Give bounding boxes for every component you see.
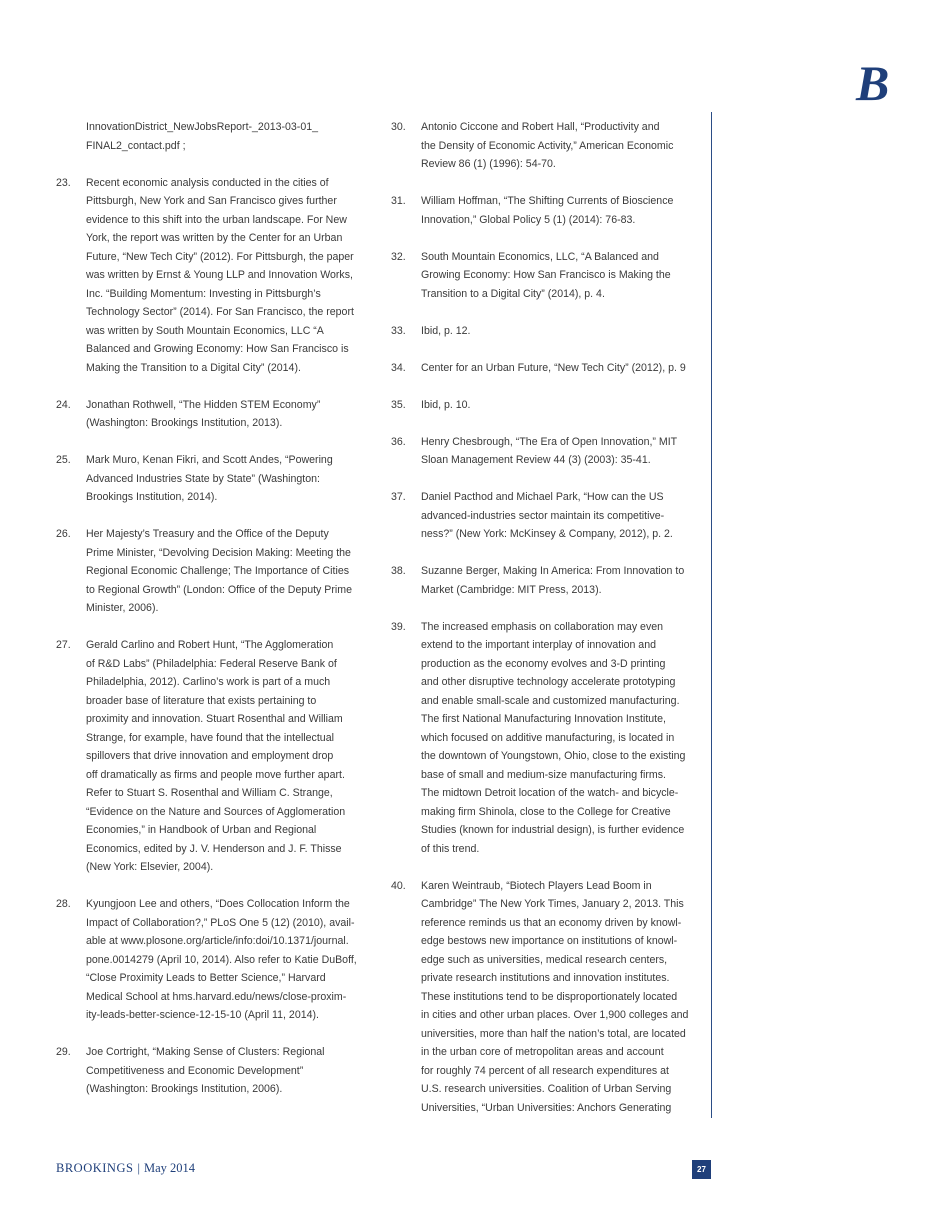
endnote-text bbox=[421, 396, 703, 415]
note-line: Gerald Carlino and Robert Hunt, “The Agglomeration bbox=[86, 639, 334, 651]
note-line: Advanced Industries State by State” (Washington: bbox=[86, 472, 320, 485]
endnote-number: 32. bbox=[391, 250, 406, 263]
note-line: Joe Cortright, “Making Sense of Clusters: Regional bbox=[86, 1046, 325, 1058]
note-line: in the urban core of metropolitan areas and account bbox=[421, 1046, 664, 1058]
endnote-30 bbox=[391, 118, 703, 174]
note-line: Innovation,” Global Policy 5 (1) (2014): 76-83. bbox=[421, 213, 636, 226]
note-line: reference reminds us that an economy driven by knowl- bbox=[421, 916, 682, 929]
note-line: evidence to this shift into the urban landscape. For New bbox=[86, 213, 347, 226]
note-line: ity-leads-better-science-12-15-10 (April 11, 2014). bbox=[86, 1009, 319, 1021]
endnote-number: 31. bbox=[391, 195, 406, 207]
note-line: William Hoffman, “The Shifting Currents of Bioscience bbox=[421, 195, 674, 207]
note-line: Jonathan Rothwell, “The Hidden STEM Economy” bbox=[86, 398, 321, 411]
note-line: Inc. “Building Momentum: Investing in Pittsburgh’s bbox=[86, 287, 321, 300]
note-line: Cambridge” The New York Times, January 2, 2013. This bbox=[421, 898, 684, 910]
note-line: Growing Economy: How San Francisco is Making the bbox=[421, 269, 671, 281]
endnote-39 bbox=[391, 618, 703, 859]
note-line: in cities and other urban places. Over 1,900 colleges and bbox=[421, 1009, 689, 1021]
note-line: Prime Minister, “Devolving Decision Making: Meeting the bbox=[86, 546, 351, 559]
note-line: Brookings Institution, 2014). bbox=[86, 491, 218, 503]
endnote-text bbox=[421, 488, 703, 544]
note-line: Balanced and Growing Economy: How San Francisco is bbox=[86, 343, 349, 355]
endnote-number: 29. bbox=[56, 1046, 71, 1058]
endnote-35 bbox=[391, 396, 703, 415]
note-line: Daniel Pacthod and Michael Park, “How can the US bbox=[421, 491, 664, 503]
note-line: Her Majesty’s Treasury and the Office of the Deputy bbox=[86, 528, 329, 540]
note-line: the downtown of Youngstown, Ohio, close to the existing bbox=[421, 750, 686, 762]
endnote-37 bbox=[391, 488, 703, 544]
note-line: Refer to Stuart S. Rosenthal and William C. Strange, bbox=[86, 787, 333, 799]
endnote-text bbox=[421, 192, 703, 229]
endnote-number: 24. bbox=[56, 398, 71, 411]
endnote-31 bbox=[391, 192, 703, 229]
note-line: Transition to a Digital City” (2014), p. 4. bbox=[421, 287, 605, 300]
endnote-40 bbox=[391, 877, 703, 1118]
note-line: proximity and innovation. Stuart Rosenthal and William bbox=[86, 713, 343, 725]
endnote-text bbox=[421, 433, 703, 470]
endnote-text bbox=[86, 396, 368, 433]
note-line: Universities, “Urban Universities: Anchors Generating bbox=[421, 1101, 672, 1114]
note-line: edge bestows new importance on institutions of knowl- bbox=[421, 935, 678, 947]
footer bbox=[56, 1161, 195, 1176]
note-line: South Mountain Economics, LLC, “A Balanced and bbox=[421, 250, 659, 263]
endnote-33 bbox=[391, 322, 703, 341]
endnote-text bbox=[86, 895, 368, 1025]
endnote-26 bbox=[56, 525, 368, 618]
endnote-text bbox=[86, 525, 368, 618]
note-line: “Close Proximity Leads to Better Science,” Harvard bbox=[86, 972, 326, 984]
note-line: of R&D Labs” (Philadelphia: Federal Reserve Bank of bbox=[86, 657, 337, 670]
endnote-number: 25. bbox=[56, 454, 71, 466]
endnote-number: 27. bbox=[56, 639, 71, 651]
endnote-text bbox=[421, 322, 703, 341]
note-line: (New York: Elsevier, 2004). bbox=[86, 861, 214, 873]
endnote-36 bbox=[391, 433, 703, 470]
endnote-number: 28. bbox=[56, 898, 71, 910]
endnote-text bbox=[86, 1043, 368, 1099]
endnote-text bbox=[86, 451, 368, 507]
note-line: Henry Chesbrough, “The Era of Open Innovation,” MIT bbox=[421, 435, 678, 448]
note-line: universities, more than half the nation’s total, are located bbox=[421, 1027, 686, 1040]
endnote-28 bbox=[56, 895, 368, 1025]
endnote-text bbox=[421, 618, 703, 859]
footer-brand: BROOKINGS bbox=[56, 1161, 134, 1175]
note-line: Minister, 2006). bbox=[86, 602, 159, 614]
note-line: ness?” (New York: McKinsey & Company, 2012), p. 2. bbox=[421, 528, 673, 540]
note-line: “Evidence on the Nature and Sources of Agglomeration bbox=[86, 805, 346, 818]
note-line: production as the economy evolves and 3-D printing bbox=[421, 657, 666, 670]
note-line: (Washington: Brookings Institution, 2013). bbox=[86, 417, 283, 429]
note-line: Suzanne Berger, Making In America: From Innovation to bbox=[421, 565, 685, 577]
note-line: was written by South Mountain Economics, LLC “A bbox=[86, 324, 324, 337]
note-line: The first National Manufacturing Innovation Institute, bbox=[421, 713, 666, 725]
left-notes-column bbox=[56, 118, 368, 1117]
note-line: spillovers that drive innovation and employment drop bbox=[86, 750, 334, 762]
note-line: Ibid, p. 12. bbox=[421, 324, 471, 337]
note-line: FINAL2_contact.pdf ; bbox=[86, 139, 186, 152]
note-line: for roughly 74 percent of all research expenditures at bbox=[421, 1064, 669, 1077]
endnote-text bbox=[86, 174, 368, 378]
note-line: able at www.plosone.org/article/info:doi/10.1371/journal. bbox=[86, 935, 349, 947]
note-line: Karen Weintraub, “Biotech Players Lead Boom in bbox=[421, 879, 652, 892]
note-line: Regional Economic Challenge; The Importance of Cities bbox=[86, 565, 350, 577]
endnote-number: 30. bbox=[391, 121, 406, 133]
note-line: Mark Muro, Kenan Fikri, and Scott Andes, “Powering bbox=[86, 454, 333, 466]
note-line: off dramatically as firms and people move further apart. bbox=[86, 768, 345, 781]
note-line: Studies (known for industrial design), is further evidence bbox=[421, 824, 685, 836]
endnote-number: 37. bbox=[391, 491, 406, 503]
note-line: Technology Sector” (2014). For San Francisco, the report bbox=[86, 306, 354, 318]
note-line: Sloan Management Review 44 (3) (2003): 35-41. bbox=[421, 454, 651, 466]
note-line: InnovationDistrict_NewJobsReport-_2013-03-01_ bbox=[86, 121, 319, 133]
note-line: and other disruptive technology accelerate prototyping bbox=[421, 676, 676, 688]
note-line: base of small and medium-size manufacturing firms. bbox=[421, 768, 666, 781]
endnote-number: 40. bbox=[391, 879, 406, 892]
endnote-number: 35. bbox=[391, 398, 406, 411]
endnote-29 bbox=[56, 1043, 368, 1099]
note-line: private research institutions and innovation institutes. bbox=[421, 972, 670, 984]
note-line: pone.0014279 (April 10, 2014). Also refer to Katie DuBoff, bbox=[86, 953, 357, 966]
endnote-27 bbox=[56, 636, 368, 877]
note-line: broader base of literature that exists pertaining to bbox=[86, 694, 317, 707]
endnote-text bbox=[421, 248, 703, 304]
note-line: of this trend. bbox=[421, 842, 480, 855]
column-divider bbox=[711, 112, 712, 1118]
note-line: The midtown Detroit location of the watch- and bicycle- bbox=[421, 787, 679, 799]
right-notes-list bbox=[391, 118, 703, 1117]
note-line: Pittsburgh, New York and San Francisco gives further bbox=[86, 195, 337, 207]
note-line: Impact of Collaboration?,” PLoS One 5 (12) (2010), avail- bbox=[86, 916, 355, 929]
endnote-number: 39. bbox=[391, 620, 406, 633]
note-line: Kyungjoon Lee and others, “Does Collocation Inform the bbox=[86, 898, 350, 910]
endnote-38 bbox=[391, 562, 703, 599]
note-line: extend to the important interplay of innovation and bbox=[421, 639, 656, 651]
continued-note bbox=[86, 118, 368, 155]
endnote-text bbox=[421, 877, 703, 1118]
endnote-32 bbox=[391, 248, 703, 304]
note-line: Making the Transition to a Digital City” (2014). bbox=[86, 361, 301, 374]
endnote-number: 36. bbox=[391, 435, 406, 448]
endnote-number: 33. bbox=[391, 324, 406, 337]
page-number: 27 bbox=[692, 1160, 711, 1179]
note-line: and enable small-scale and customized manufacturing. bbox=[421, 694, 680, 707]
note-line: (Washington: Brookings Institution, 2006). bbox=[86, 1083, 283, 1095]
note-line: was written by Ernst & Young LLP and Innovation Works, bbox=[86, 269, 353, 281]
brookings-logo: B bbox=[856, 55, 890, 111]
note-line: to Regional Growth” (London: Office of the Deputy Prime bbox=[86, 583, 352, 596]
endnote-text bbox=[421, 562, 703, 599]
endnote-number: 38. bbox=[391, 565, 406, 577]
note-line: Competitiveness and Economic Development” bbox=[86, 1064, 304, 1077]
endnote-text bbox=[421, 118, 703, 174]
endnote-text bbox=[86, 636, 368, 877]
note-line: Market (Cambridge: MIT Press, 2013). bbox=[421, 583, 602, 596]
footer-separator: | bbox=[137, 1161, 140, 1175]
note-line: These institutions tend to be disproportionately located bbox=[421, 990, 678, 1003]
note-line: making firm Shinola, close to the College for Creative bbox=[421, 805, 671, 818]
endnote-34 bbox=[391, 359, 703, 378]
note-line: Future, “New Tech City” (2012). For Pittsburgh, the paper bbox=[86, 250, 354, 263]
endnote-23 bbox=[56, 174, 368, 378]
endnote-number: 23. bbox=[56, 176, 71, 189]
endnote-25 bbox=[56, 451, 368, 507]
endnote-text bbox=[421, 359, 703, 378]
note-line: Strange, for example, have found that the intellectual bbox=[86, 731, 334, 744]
endnote-24 bbox=[56, 396, 368, 433]
note-line: the Density of Economic Activity,” American Economic bbox=[421, 139, 674, 152]
endnote-number: 34. bbox=[391, 361, 406, 374]
note-line: U.S. research universities. Coalition of Urban Serving bbox=[421, 1083, 672, 1095]
note-line: Review 86 (1) (1996): 54-70. bbox=[421, 158, 556, 170]
note-line: York, the report was written by the Center for an Urban bbox=[86, 232, 343, 244]
note-line: Ibid, p. 10. bbox=[421, 398, 471, 411]
note-line: Recent economic analysis conducted in the cities of bbox=[86, 176, 329, 189]
note-line: which focused on additive manufacturing, is located in bbox=[421, 731, 675, 744]
note-line: Medical School at hms.harvard.edu/news/close-proxim- bbox=[86, 990, 347, 1003]
note-line: Antonio Ciccone and Robert Hall, “Productivity and bbox=[421, 121, 660, 133]
footer-date: May 2014 bbox=[143, 1161, 195, 1175]
note-line: Economies,” in Handbook of Urban and Regional bbox=[86, 824, 317, 836]
note-line: edge such as universities, medical research centers, bbox=[421, 953, 668, 966]
right-notes-column bbox=[391, 118, 703, 1136]
note-line: Economics, edited by J. V. Henderson and J. F. Thisse bbox=[86, 842, 342, 855]
endnote-number: 26. bbox=[56, 528, 71, 540]
note-line: Center for an Urban Future, “New Tech City” (2012), p. 9 bbox=[421, 361, 686, 374]
note-line: Philadelphia, 2012). Carlino’s work is part of a much bbox=[86, 676, 331, 688]
left-notes-list bbox=[56, 174, 368, 1099]
note-line: The increased emphasis on collaboration may even bbox=[421, 620, 664, 633]
note-line: advanced-industries sector maintain its competitive- bbox=[421, 509, 665, 522]
